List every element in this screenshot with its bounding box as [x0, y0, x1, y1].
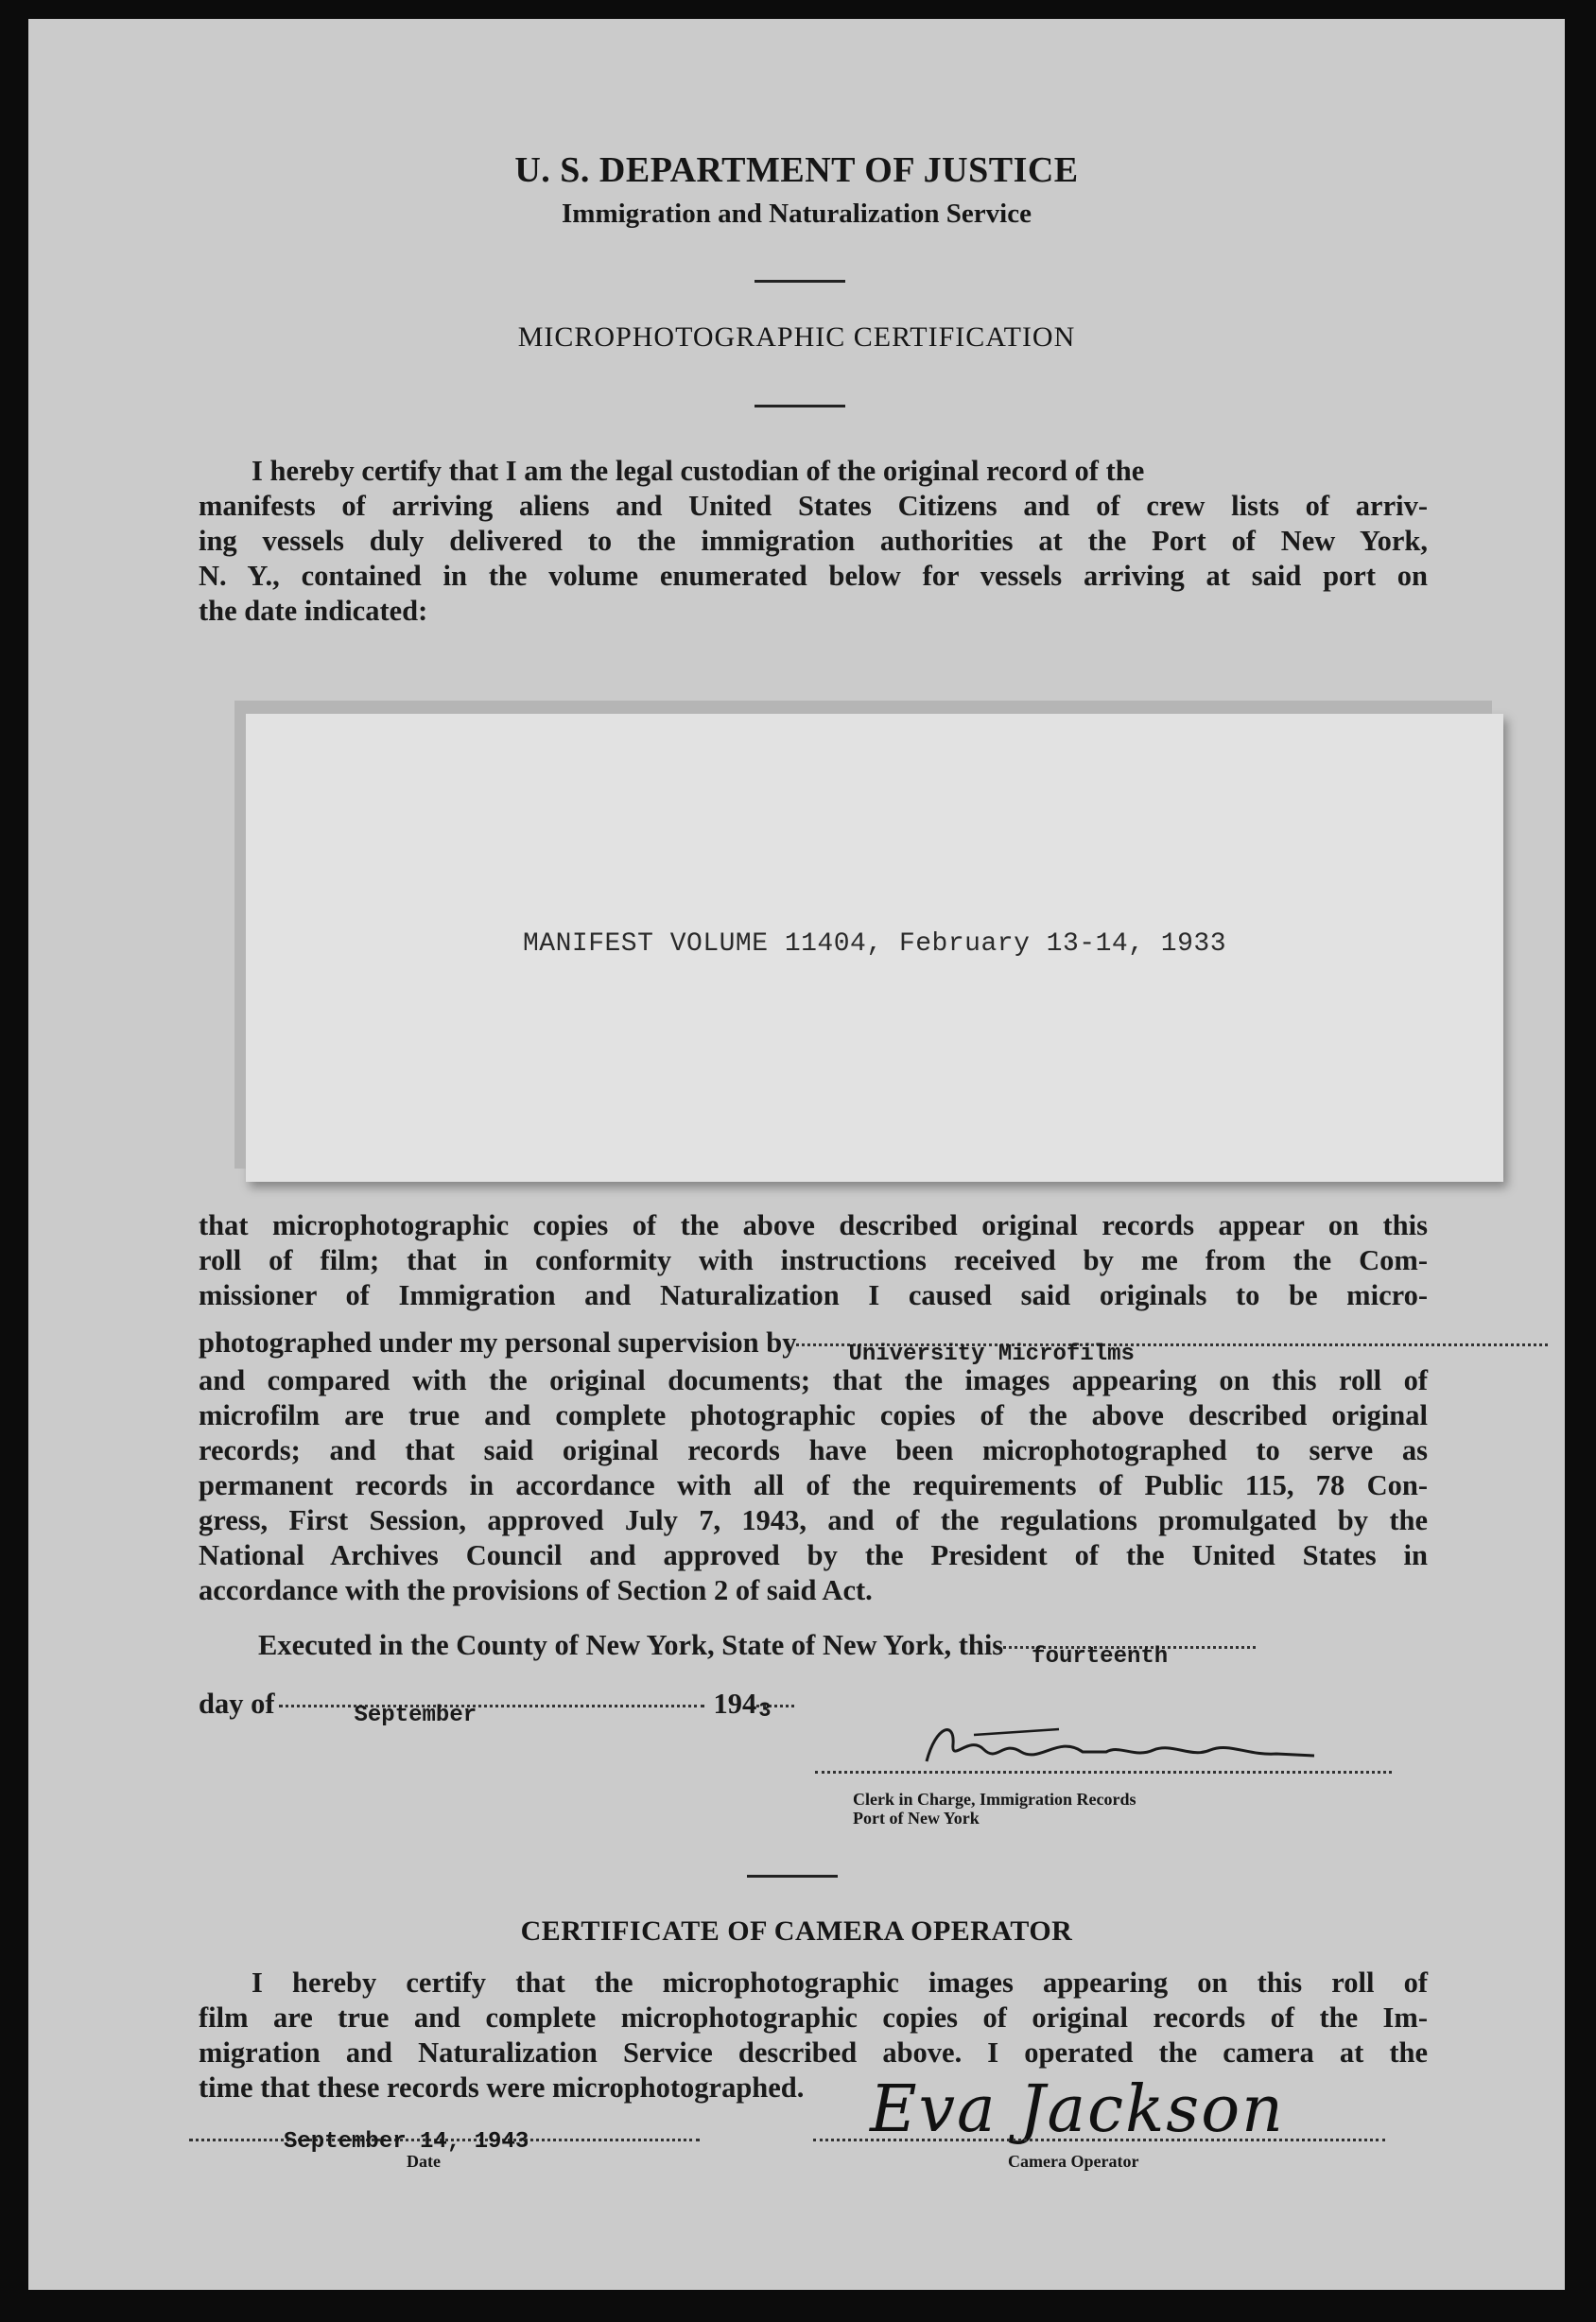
body-line: accordance with the provisions of Section 2 of said Act. — [199, 1574, 873, 1606]
supervision-line — [199, 1326, 1428, 1367]
executed-day-value: fourteenth — [1032, 1644, 1169, 1670]
executed-line — [258, 1629, 1431, 1670]
day-of-label: day of — [199, 1688, 275, 1720]
intro-paragraph — [199, 454, 1428, 629]
operator-signature: Eva Jackson — [870, 2072, 1285, 2147]
date-value: September 14, 1943 — [284, 2129, 529, 2155]
camera-line: time that these records were microphotographed. — [199, 2071, 805, 2104]
body-line: National Archives Council and approved by the President of the United States in — [199, 1539, 1428, 1571]
year-field — [756, 1699, 794, 1723]
body-line: microfilm are true and complete photographic copies of the above described original — [199, 1399, 1428, 1431]
intro-line: ing vessels duly delivered to the immigration authorities at the Port of New York, — [199, 525, 1428, 557]
operator-label: Camera Operator — [1008, 2152, 1139, 2171]
date-label: Date — [407, 2152, 441, 2171]
body-paragraph-1 — [199, 1208, 1428, 1313]
intro-line: N. Y., contained in the volume enumerated below for vessels arriving at said port on — [199, 560, 1428, 592]
month-field — [279, 1703, 704, 1728]
supervised-by-field — [796, 1342, 1548, 1367]
year-prefix: 194 — [713, 1688, 757, 1720]
form-title: MICROPHOTOGRAPHIC CERTIFICATION — [517, 321, 1076, 353]
intro-line: I hereby certify that I am the legal custodian of the original record of the — [252, 455, 1145, 487]
body-line: permanent records in accordance with all of the requirements of Public 115, 78 Con- — [199, 1469, 1428, 1501]
divider-1 — [755, 280, 845, 283]
certificate-sheet — [28, 19, 1565, 2290]
supervision-prefix: photographed under my personal supervision by — [199, 1326, 797, 1359]
executed-day-field — [1003, 1644, 1256, 1670]
service-subheading: Immigration and Naturalization Service — [562, 199, 1032, 229]
clerk-location: Port of New York — [853, 1809, 980, 1828]
divider-3 — [747, 1875, 838, 1878]
camera-line: I hereby certify that the microphotographic images appearing on this roll of — [252, 1967, 1428, 1999]
body-line: missioner of Immigration and Naturalization I caused said originals to be micro- — [199, 1279, 1428, 1311]
body-line: records; and that said original records have been microphotographed to serve as — [199, 1434, 1428, 1466]
date-field — [189, 2129, 700, 2155]
camera-line: migration and Naturalization Service described above. I operated the camera at the — [199, 2036, 1428, 2069]
body-line: that microphotographic copies of the above described original records appear on this — [199, 1209, 1428, 1241]
executed-prefix: Executed in the County of New York, State of New York, this — [258, 1629, 1004, 1661]
department-heading: U. S. DEPARTMENT OF JUSTICE — [514, 150, 1079, 190]
body-line: and compared with the original documents; that the images appearing on this roll of — [199, 1364, 1428, 1396]
supervised-by-value: University Microfilms — [848, 1342, 1135, 1367]
body-line: gress, First Session, approved July 7, 1943, and of the regulations promulgated by the — [199, 1504, 1428, 1536]
camera-line: film are true and complete microphotographic copies of original records of the Im- — [199, 2001, 1428, 2034]
body-paragraph-2 — [199, 1363, 1428, 1608]
clerk-title: Clerk in Charge, Immigration Records — [853, 1790, 1136, 1809]
camera-certificate-title: CERTIFICATE OF CAMERA OPERATOR — [520, 1915, 1073, 1947]
year-suffix: 3 — [758, 1699, 772, 1723]
body-line: roll of film; that in conformity with instructions received by me from the Com- — [199, 1244, 1428, 1276]
intro-line: manifests of arriving aliens and United States Citizens and of crew lists of arriv- — [199, 490, 1428, 522]
clerk-signature-line — [815, 1771, 1392, 1774]
clerk-title-block — [853, 1790, 1136, 1828]
operator-signature-line — [813, 2139, 1385, 2141]
divider-2 — [755, 405, 845, 407]
manifest-volume-text: MANIFEST VOLUME 11404, February 13-14, 1933 — [522, 929, 1227, 959]
manifest-volume-slip — [246, 714, 1503, 1182]
intro-line: the date indicated: — [199, 595, 428, 627]
month-value: September — [354, 1703, 477, 1728]
